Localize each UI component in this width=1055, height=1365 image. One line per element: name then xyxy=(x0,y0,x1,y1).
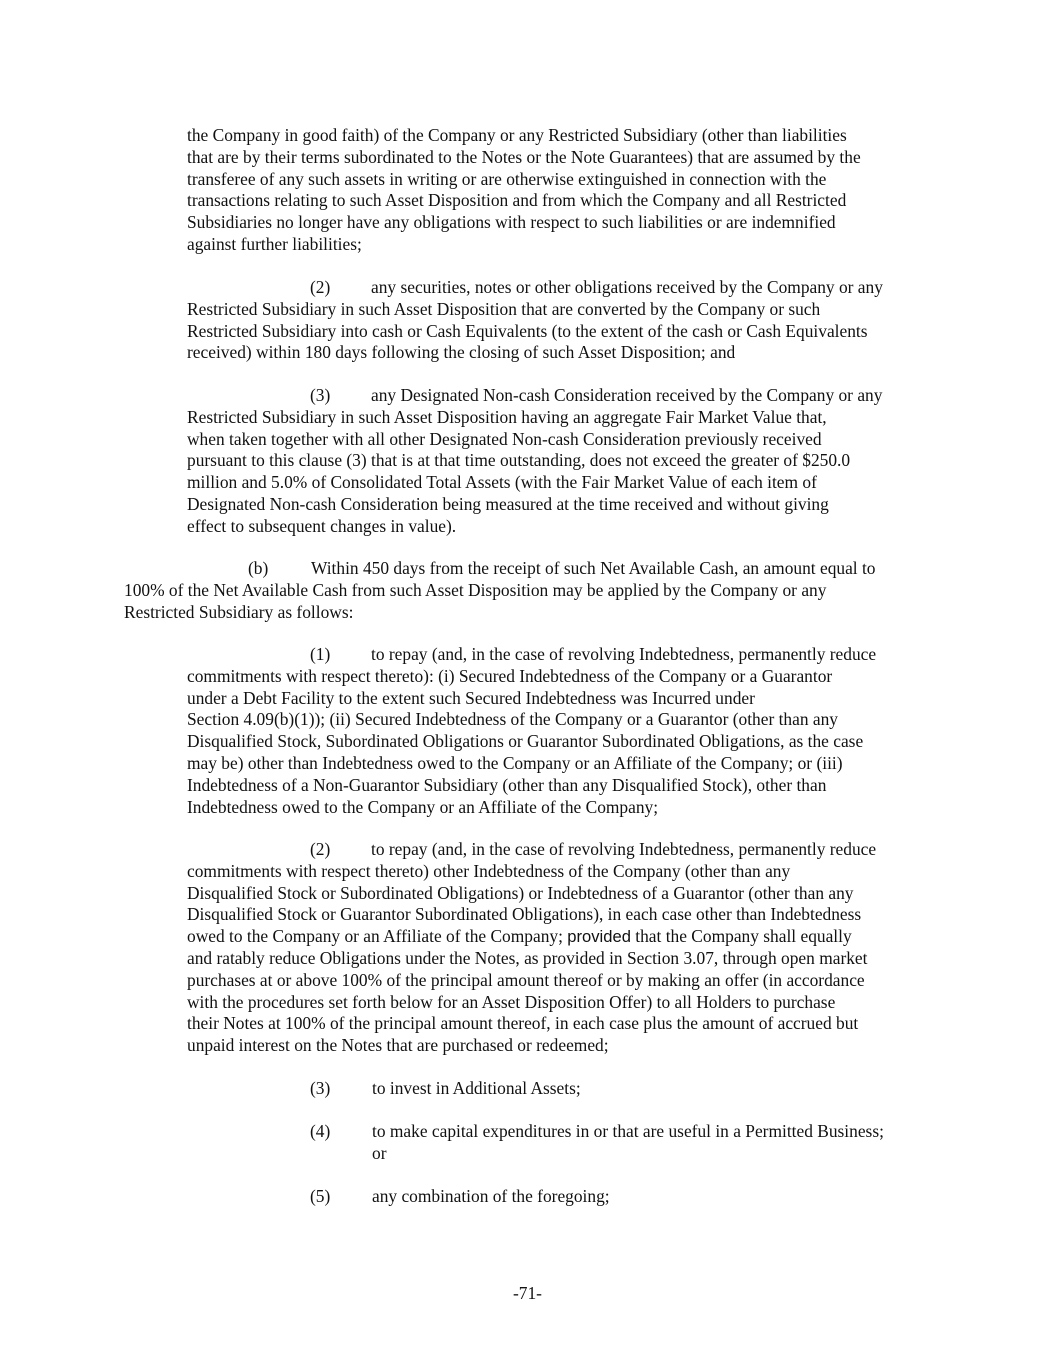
text-line: million and 5.0% of Consolidated Total Assets (with the Fair Market Value of each item of xyxy=(187,472,817,493)
text-line: Restricted Subsidiary in such Asset Disposition that are converted by the Company or such xyxy=(187,298,821,319)
clause-first-text: any Designated Non-cash Consideration received by the Company or any xyxy=(371,385,883,405)
text-line: Restricted Subsidiary in such Asset Disposition having an aggregate Fair Market Value that, xyxy=(187,406,827,427)
text-line: or xyxy=(372,1142,387,1163)
text-line: Designated Non-cash Consideration being measured at the time received and without giving xyxy=(187,493,829,514)
text-line: under a Debt Facility to the extent such Secured Indebtedness was Incurred under xyxy=(187,687,755,708)
text-line: the Company in good faith) of the Company or any Restricted Subsidiary (other than liabilities xyxy=(187,125,847,145)
clause-a2 xyxy=(187,277,935,364)
clause-b4 xyxy=(310,1121,940,1165)
text-line: transferee of any such assets in writing or are otherwise extinguished in connection with the xyxy=(187,168,827,189)
text-line: 100% of the Net Available Cash from such Asset Disposition may be applied by the Company or any xyxy=(124,579,827,600)
text-line: and ratably reduce Obligations under the Notes, as provided in Section 3.07, through open market xyxy=(187,947,868,968)
text-line: to invest in Additional Assets; xyxy=(372,1078,581,1098)
text-line: Disqualified Stock or Subordinated Obligations) or Indebtedness of a Guarantor (other than any xyxy=(187,882,854,903)
section-first-text: Within 450 days from the receipt of such Net Available Cash, an amount equal to xyxy=(311,558,876,578)
page-number: -71- xyxy=(513,1283,542,1303)
clause-first-text: any securities, notes or other obligations received by the Company or any xyxy=(371,277,883,297)
proviso-line xyxy=(187,926,935,948)
clause-number: (3) xyxy=(310,1078,331,1098)
clause-first-line xyxy=(187,839,935,861)
text-line: Restricted Subsidiary as follows: xyxy=(124,601,354,622)
clause-text xyxy=(372,1078,940,1100)
text-line: Disqualified Stock, Subordinated Obligations or Guarantor Subordinated Obligations, as the case xyxy=(187,731,864,752)
text-line: effect to subsequent changes in value). xyxy=(187,515,457,536)
text-line: received) within 180 days following the closing of such Asset Disposition; and xyxy=(187,342,736,363)
text-line: with the procedures set forth below for an Asset Disposition Offer) to all Holders to purchase xyxy=(187,991,836,1012)
clause-first-text: to repay (and, in the case of revolving Indebtedness, permanently reduce xyxy=(371,644,877,664)
clause-text xyxy=(372,1186,940,1208)
text-line: Indebtedness owed to the Company or an Affiliate of the Company; xyxy=(187,796,659,817)
clause-number: (1) xyxy=(310,644,331,664)
text-line: commitments with respect thereto) other Indebtedness of the Company (other than any xyxy=(187,860,791,881)
clause-first-text: to repay (and, in the case of revolving Indebtedness, permanently reduce xyxy=(371,839,877,859)
text-line: Disqualified Stock or Guarantor Subordinated Obligations), in each case other than Indebtedness xyxy=(187,904,862,925)
text-line: their Notes at 100% of the principal amount thereof, in each case plus the amount of accrued but xyxy=(187,1013,859,1034)
text-line: transactions relating to such Asset Disposition and from which the Company and all Restricted xyxy=(187,190,847,211)
clause-first-line xyxy=(187,277,935,299)
section-b xyxy=(124,558,935,623)
clause-number: (2) xyxy=(310,839,331,859)
text-line: against further liabilities; xyxy=(187,233,362,254)
proviso-line-end: that the Company shall equally xyxy=(630,926,852,947)
clause-first-line xyxy=(187,385,935,407)
text-line: Restricted Subsidiary into cash or Cash Equivalents (to the extent of the cash or Cash Equivalents xyxy=(187,320,868,341)
section-first-line xyxy=(124,558,935,580)
clause-first-line xyxy=(187,644,935,666)
text-line: Section 4.09(b)(1)); (ii) Secured Indebtedness of the Company or a Guarantor (other than any xyxy=(187,709,838,730)
clause-b5 xyxy=(310,1186,940,1208)
proviso-word: provided xyxy=(567,927,631,947)
text-line: commitments with respect thereto): (i) Secured Indebtedness of the Company or a Guarantor xyxy=(187,665,833,686)
clause-a3 xyxy=(187,385,935,538)
proviso-line-start: owed to the Company or an Affiliate of the Company; xyxy=(187,926,568,947)
text-line: Subsidiaries no longer have any obligations with respect to such liabilities or are indemnified xyxy=(187,212,836,233)
clause-number: (2) xyxy=(310,277,331,297)
text-line: to make capital expenditures in or that are useful in a Permitted Business; xyxy=(372,1121,884,1141)
text-line: when taken together with all other Designated Non-cash Consideration previously received xyxy=(187,428,822,449)
text-line: any combination of the foregoing; xyxy=(372,1186,610,1206)
text-line: may be) other than Indebtedness owed to the Company or an Affiliate of the Company; or (iii) xyxy=(187,752,843,773)
clause-b2 xyxy=(187,839,935,1057)
continuation-paragraph xyxy=(187,125,935,256)
section-number: (b) xyxy=(248,558,269,578)
text-line: purchases at or above 100% of the principal amount thereof or by making an offer (in accordance xyxy=(187,969,865,990)
clause-text xyxy=(372,1121,940,1165)
text-line: pursuant to this clause (3) that is at that time outstanding, does not exceed the greater of $250.0 xyxy=(187,450,851,471)
clause-number: (4) xyxy=(310,1121,331,1141)
text-line: unpaid interest on the Notes that are purchased or redeemed; xyxy=(187,1035,609,1056)
clause-b1 xyxy=(187,644,935,818)
clause-b3 xyxy=(310,1078,940,1100)
clause-number: (3) xyxy=(310,385,331,405)
text-line: Indebtedness of a Non-Guarantor Subsidiary (other than any Disqualified Stock), other than xyxy=(187,774,827,795)
clause-number: (5) xyxy=(310,1186,331,1206)
text-line: that are by their terms subordinated to the Notes or the Note Guarantees) that are assumed by the xyxy=(187,146,861,167)
